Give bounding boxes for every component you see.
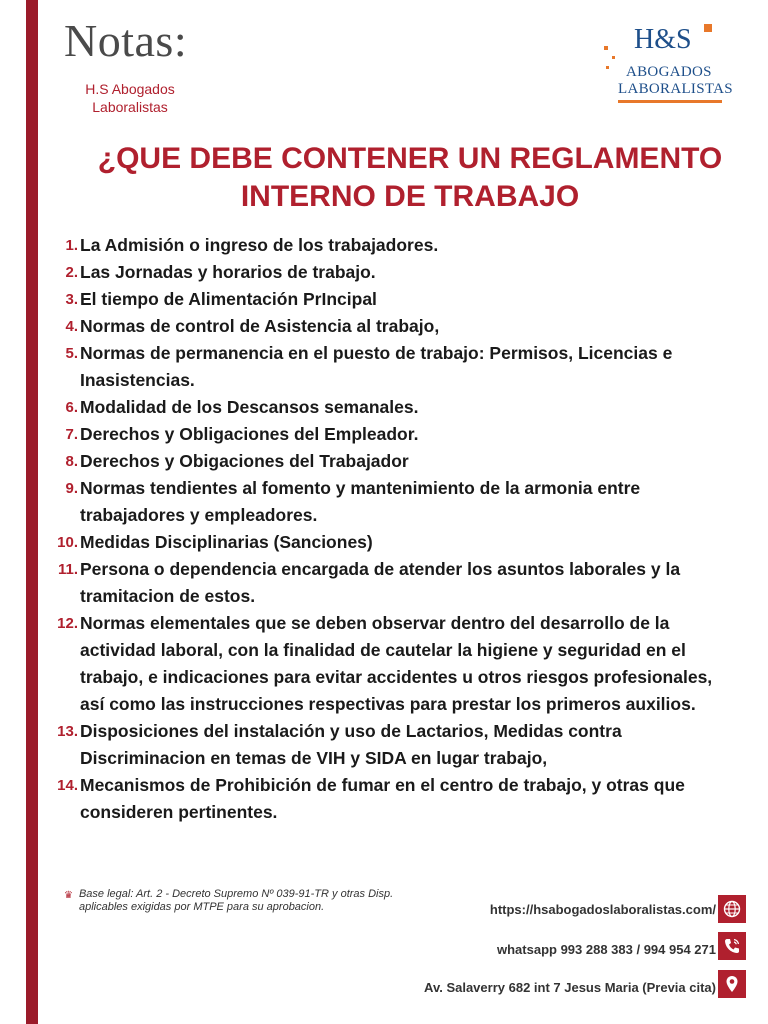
left-accent-bar: [26, 0, 38, 1024]
phone-icon[interactable]: [718, 932, 746, 960]
item-number: 2.: [65, 264, 78, 281]
list-item: [40, 610, 740, 718]
item-text: Mecanismos de Prohibición de fumar en el centro de trabajo, y otras que consideren pertinentes.: [80, 775, 685, 822]
item-text: Normas elementales que se deben observar dentro del desarrollo de la actividad laboral, con la finalidad de cautelar la higiene y seguridad en el trabajo, e indicaciones para evitar accidentes u otros riesgos profesionales, así como las instrucciones respectivas para prestar los primeros auxilios.: [80, 613, 713, 714]
list-item: [40, 232, 740, 259]
list-item: [40, 340, 740, 394]
item-text: Modalidad de los Descansos semanales.: [80, 397, 419, 417]
website-link[interactable]: https://hsabogadoslaboralistas.com/: [489, 902, 716, 917]
logo-underline: [618, 100, 722, 103]
item-number: 7.: [65, 426, 78, 443]
firm-name-line2: Laboralistas: [92, 99, 168, 115]
list-item: [40, 421, 740, 448]
logo-dot-icon: [606, 66, 609, 69]
item-number: 8.: [65, 453, 78, 470]
item-text: Medidas Disciplinarias (Sanciones): [80, 532, 373, 552]
crown-icon: ♛: [64, 890, 73, 901]
logo-line1: ABOGADOS: [626, 64, 712, 80]
item-text: El tiempo de Alimentación PrIncipal: [80, 289, 377, 309]
requirements-list: [40, 232, 740, 826]
legal-basis-note: [64, 888, 424, 914]
item-number: 5.: [65, 345, 78, 362]
list-item: [40, 448, 740, 475]
item-number: 1.: [65, 237, 78, 254]
item-text: Normas tendientes al fomento y mantenimiento de la armonia entre trabajadores y empleadores.: [80, 478, 641, 525]
main-heading: [60, 140, 760, 216]
whatsapp-contact[interactable]: whatsapp 993 288 383 / 994 954 271: [497, 942, 716, 957]
item-number: 3.: [65, 291, 78, 308]
list-item: [40, 529, 740, 556]
list-item: [40, 772, 740, 826]
legal-basis-text: Base legal: Art. 2 - Decreto Supremo Nº 039-91-TR y otras Disp. aplicables exigidas por MTPE para su aprobacion.: [78, 888, 394, 913]
item-text: Normas de permanencia en el puesto de trabajo: Permisos, Licencias e Inasistencias.: [80, 343, 673, 390]
item-text: Persona o dependencia encargada de atender los asuntos laborales y la tramitacion de estos.: [80, 559, 681, 606]
heading-line2: INTERNO DE TRABAJO: [240, 180, 580, 213]
location-pin-icon[interactable]: [718, 970, 746, 998]
page-title: Notas:: [64, 15, 188, 66]
firm-name-line1: H.S Abogados: [85, 81, 175, 97]
list-item: [40, 394, 740, 421]
item-number: 6.: [65, 399, 78, 416]
office-address: Av. Salaverry 682 int 7 Jesus Maria (Previa cita): [424, 980, 716, 995]
list-item: [40, 556, 740, 610]
left-accent-notch: [26, 118, 38, 134]
item-number: 11.: [57, 561, 78, 578]
logo-dot-icon: [604, 46, 608, 50]
list-item: [40, 259, 740, 286]
item-text: Las Jornadas y horarios de trabajo.: [80, 262, 376, 282]
item-number: 14.: [57, 777, 78, 794]
item-number: 9.: [65, 480, 78, 497]
logo-dot-icon: [612, 56, 615, 59]
list-item: [40, 313, 740, 340]
list-item: [40, 718, 740, 772]
item-number: 12.: [57, 615, 78, 632]
item-text: Normas de control de Asistencia al trabajo,: [80, 316, 440, 336]
firm-name: [70, 80, 190, 116]
company-logo: [600, 18, 733, 108]
item-text: La Admisión o ingreso de los trabajadores.: [80, 235, 439, 255]
item-number: 10.: [57, 534, 78, 551]
logo-mark: H&S: [634, 24, 692, 55]
item-number: 13.: [57, 723, 78, 740]
list-item: [40, 286, 740, 313]
item-text: Derechos y Obigaciones del Trabajador: [80, 451, 409, 471]
logo-square-icon: [704, 24, 712, 32]
item-text: Derechos y Obligaciones del Empleador.: [80, 424, 419, 444]
globe-icon[interactable]: [718, 895, 746, 923]
list-item: [40, 475, 740, 529]
heading-line1: ¿QUE DEBE CONTENER UN REGLAMENTO: [97, 142, 723, 175]
item-text: Disposiciones del instalación y uso de Lactarios, Medidas contra Discriminacion en temas de VIH y SIDA en lugar trabajo,: [80, 721, 622, 768]
item-number: 4.: [65, 318, 78, 335]
logo-line2: LABORALISTAS: [618, 81, 733, 97]
